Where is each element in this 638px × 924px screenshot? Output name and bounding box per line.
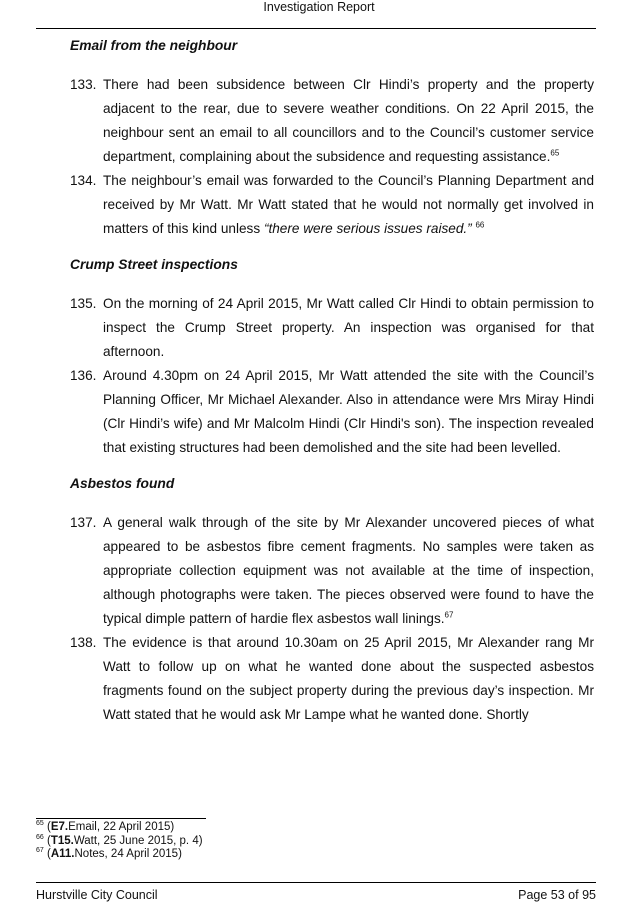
footer-organisation: Hurstville City Council [36,888,158,902]
paragraph-text [103,169,594,241]
numbered-paragraph [70,631,594,727]
text-run: There had been subsidence between Clr Hindi’s property and the property adjacent to the rear, due to severe weather conditions. On 22 April 2015, the neighbour sent an email to all councillors and to the Council’s customer service department, complaining about the subsidence and requesting assistance. [103,77,594,164]
footnotes [36,821,203,862]
footnote-reference: 67 [444,610,454,620]
paragraph-text [103,364,594,460]
paragraph-text [103,631,594,727]
text-run: A general walk through of the site by Mr Alexander uncovered pieces of what appeared to be asbestos fibre cement fragments. No samples were taken as appropriate collection equipment was not available at the time of inspection, although photographs were taken. The pieces observed were found to have the typical dimple pattern of hardie flex asbestos wall linings. [103,515,594,626]
page-header [0,0,638,14]
text-run: Around 4.30pm on 24 April 2015, Mr Watt attended the site with the Council’s Planning Officer, Mr Michael Alexander. Also in attendance were Mrs Miray Hindi (Clr Hindi’s wife) and Mr Malcolm Hindi (Clr Hindi's son). The inspection revealed that existing structures had been demolished and the site had been levelled. [103,368,594,455]
footnote-ref: A11. [50,848,75,860]
footnote-divider [36,818,206,819]
report-title: Investigation Report [263,0,375,14]
footnote-item [36,835,203,849]
footnote-open: ( [43,848,51,860]
numbered-paragraph [70,169,594,241]
footnote-number: 65 [36,820,44,828]
paragraph-number: 134. [70,173,97,188]
footer-divider [36,882,596,883]
header-divider [36,28,596,29]
footnote-text: Notes, 24 April 2015) [74,848,182,860]
footnote-reference: 65 [550,148,560,158]
text-run: On the morning of 24 April 2015, Mr Watt called Clr Hindi to obtain permission to inspect the Crump Street property. An inspection was organised for that afternoon. [103,296,594,359]
quoted-text: “there were serious issues raised.” [263,221,472,236]
footnote-item [36,821,203,835]
paragraph-number: 136. [70,368,97,383]
footnote-ref: T15. [50,834,74,847]
paragraph-number: 137. [70,515,97,530]
footnote-number: 66 [36,833,44,841]
paragraph-text [103,511,594,631]
section-heading: Crump Street inspections [70,257,238,272]
paragraph-text [103,73,594,169]
paragraph-number: 135. [70,296,97,311]
report-body [70,32,594,727]
footnote-open: ( [43,821,51,833]
text-run: The neighbour’s email was forwarded to the Council’s Planning Department and received by Mr Watt. Mr Watt stated that he would not normally get involved in matters of this kind unless [103,173,594,236]
numbered-paragraph [70,511,594,631]
numbered-paragraph [70,292,594,364]
section-heading: Email from the neighbour [70,38,238,53]
footnote-text: Watt, 25 June 2015, p. 4) [73,834,203,847]
section-heading: Asbestos found [70,476,175,491]
footer-page-number: Page 53 of 95 [518,888,596,902]
paragraph-number: 133. [70,77,97,92]
paragraph-number: 138. [70,635,97,650]
text-run: The evidence is that around 10.30am on 25 April 2015, Mr Alexander rang Mr Watt to follow up on what he wanted done about the suspected asbestos fragments found on the subject property during the previous day’s inspection. Mr Watt stated that he would ask Mr Lampe what he wanted done. Shortly [103,635,594,722]
footnote-item [36,848,203,862]
footnote-reference: 66 [475,220,485,230]
footnote-text: Email, 22 April 2015) [68,821,175,833]
numbered-paragraph [70,73,594,169]
footnote-open: ( [43,834,51,847]
footnote-number: 67 [36,847,44,855]
footnote-ref: E7. [50,821,69,833]
numbered-paragraph [70,364,594,460]
paragraph-text [103,292,594,364]
